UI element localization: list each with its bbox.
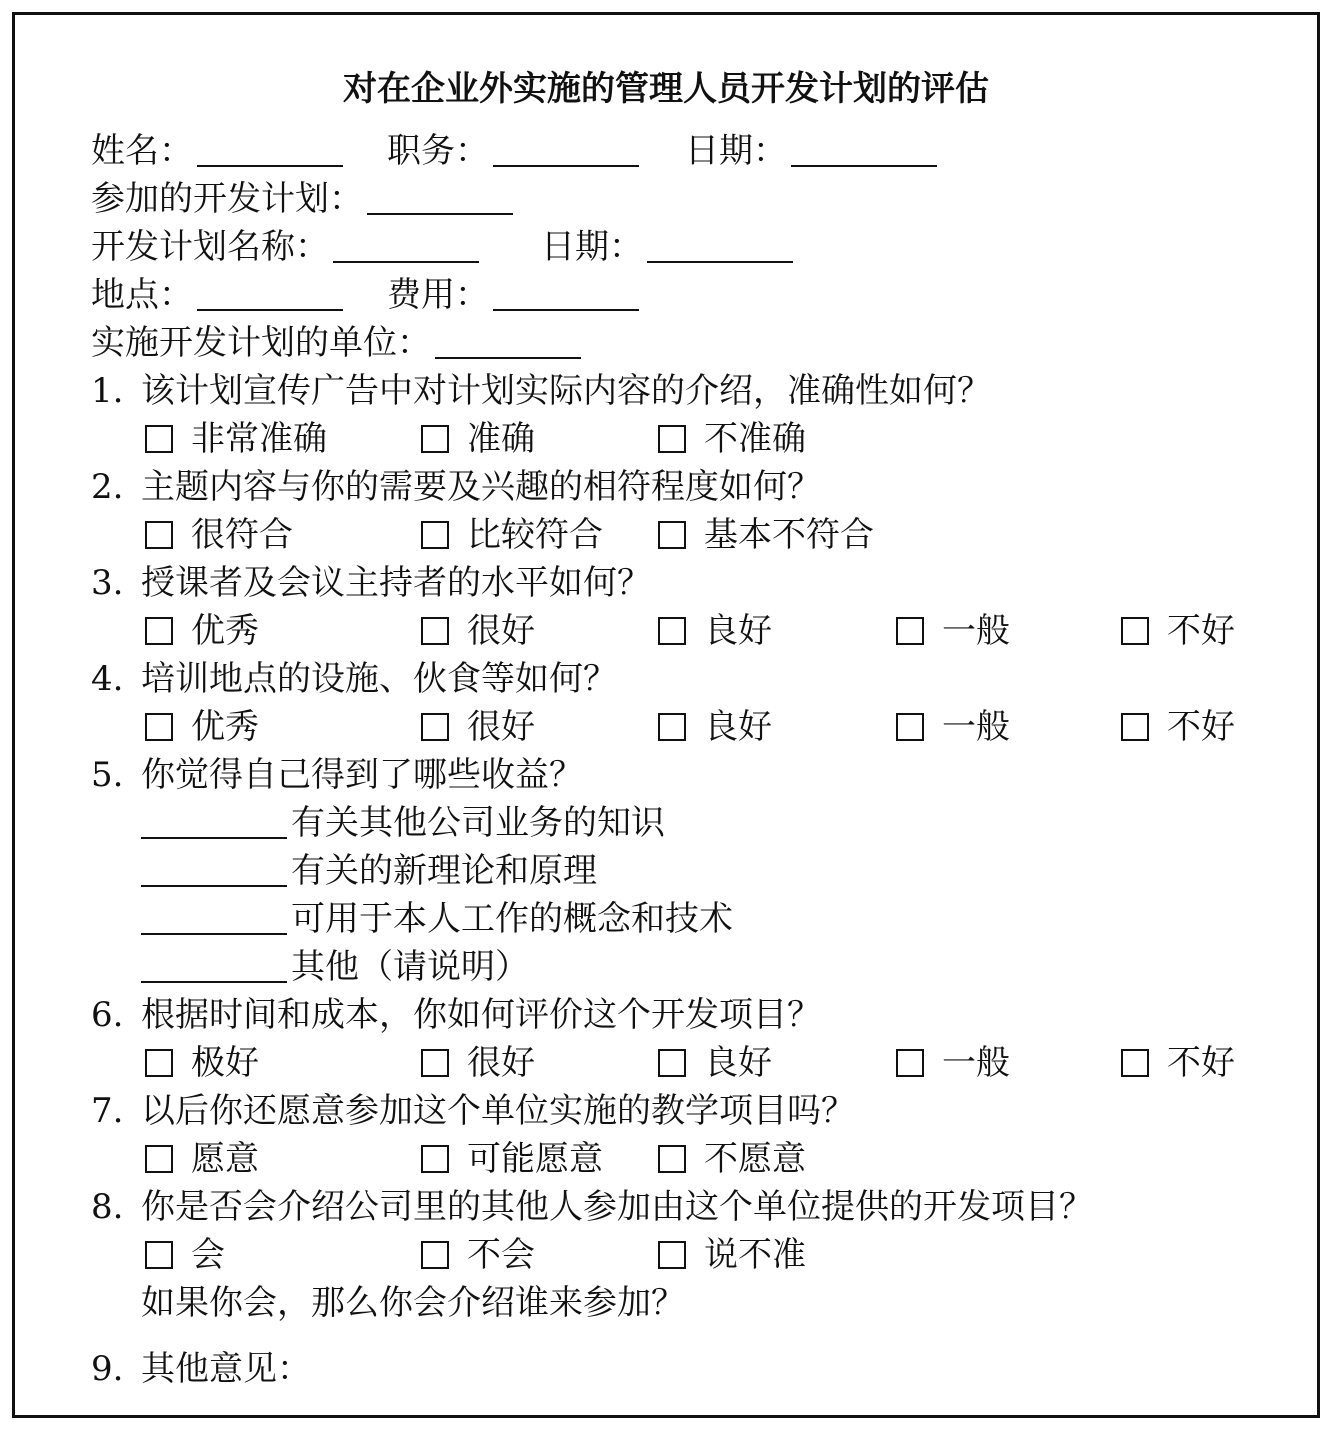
option-label: 不好 — [1167, 707, 1235, 747]
option-label: 非常准确 — [191, 419, 327, 459]
checkbox-icon[interactable] — [658, 1145, 686, 1173]
question-7 — [91, 1091, 1271, 1131]
option-label: 不会 — [467, 1235, 535, 1275]
question-9 — [91, 1349, 1271, 1389]
option-label: 很好 — [467, 611, 535, 651]
checkbox-icon[interactable] — [658, 1241, 686, 1269]
checkbox-icon[interactable] — [145, 617, 173, 645]
question-7-options — [91, 1139, 1271, 1179]
header-row-4 — [91, 275, 1271, 315]
provider-label: 实施开发计划的单位： — [91, 323, 431, 363]
cost-field — [387, 275, 639, 315]
checkbox-icon[interactable] — [1121, 713, 1149, 741]
location-field — [91, 275, 343, 315]
checkbox-icon[interactable] — [421, 1049, 449, 1077]
name-field — [91, 131, 343, 171]
checkbox-icon[interactable] — [145, 1049, 173, 1077]
followup-text: 如果你会，那么你会介绍谁来参加？ — [141, 1283, 685, 1323]
program-date-blank[interactable] — [647, 231, 793, 263]
question-text: 以后你还愿意参加这个单位实施的教学项目吗？ — [141, 1091, 855, 1131]
question-6-options — [91, 1043, 1271, 1083]
option-checkbox[interactable] — [896, 707, 1010, 747]
option-checkbox[interactable] — [421, 1043, 535, 1083]
question-text: 根据时间和成本，你如何评价这个开发项目？ — [141, 995, 821, 1035]
cost-blank[interactable] — [493, 279, 639, 311]
program-date-label: 日期： — [541, 227, 643, 267]
question-text: 你觉得自己得到了哪些收益？ — [141, 755, 583, 795]
checkbox-icon[interactable] — [658, 521, 686, 549]
question-number: 1. — [91, 371, 124, 411]
option-checkbox[interactable] — [658, 1043, 772, 1083]
form-title: 对在企业外实施的管理人员开发计划的评估 — [343, 69, 989, 109]
question-3 — [91, 563, 1271, 603]
question-number: 2. — [91, 467, 124, 507]
position-label: 职务： — [387, 131, 489, 171]
checkbox-icon[interactable] — [896, 617, 924, 645]
option-label: 良好 — [704, 1043, 772, 1083]
option-checkbox[interactable] — [1121, 611, 1235, 651]
option-label: 很好 — [467, 707, 535, 747]
cost-label: 费用： — [387, 275, 489, 315]
date-field — [685, 131, 937, 171]
question-text: 主题内容与你的需要及兴趣的相符程度如何？ — [141, 467, 821, 507]
question-2 — [91, 467, 1271, 507]
benefit-label: 可用于本人工作的概念和技术 — [291, 899, 733, 939]
option-checkbox[interactable] — [658, 611, 772, 651]
option-checkbox[interactable] — [896, 611, 1010, 651]
checkbox-icon[interactable] — [421, 1145, 449, 1173]
option-label: 一般 — [942, 1043, 1010, 1083]
provider-field — [91, 323, 581, 363]
question-number: 5. — [91, 755, 124, 795]
position-blank[interactable] — [493, 135, 639, 167]
program-attended-blank[interactable] — [367, 183, 513, 215]
question-text: 培训地点的设施、伙食等如何？ — [141, 659, 617, 699]
program-attended-field — [91, 179, 513, 219]
option-label: 不准确 — [704, 419, 806, 459]
option-checkbox[interactable] — [421, 611, 535, 651]
header-row-5 — [91, 323, 1271, 363]
option-checkbox[interactable] — [421, 1139, 603, 1179]
option-checkbox[interactable] — [658, 707, 772, 747]
question-8 — [91, 1187, 1271, 1227]
option-label: 优秀 — [191, 611, 259, 651]
header-row-1 — [91, 131, 1271, 171]
position-field — [387, 131, 639, 171]
checkbox-icon[interactable] — [145, 521, 173, 549]
checkbox-icon[interactable] — [421, 713, 449, 741]
question-number: 9. — [91, 1349, 124, 1389]
option-label: 一般 — [942, 611, 1010, 651]
question-text: 授课者及会议主持者的水平如何？ — [141, 563, 651, 603]
checkbox-icon[interactable] — [896, 713, 924, 741]
option-checkbox[interactable] — [145, 707, 259, 747]
program-date-field — [541, 227, 793, 267]
benefit-blank[interactable] — [141, 903, 287, 935]
option-checkbox[interactable] — [145, 1043, 259, 1083]
option-label: 会 — [191, 1235, 225, 1275]
question-number: 6. — [91, 995, 124, 1035]
question-number: 8. — [91, 1187, 124, 1227]
location-label: 地点： — [91, 275, 193, 315]
option-checkbox[interactable] — [421, 1235, 535, 1275]
option-label: 极好 — [191, 1043, 259, 1083]
option-checkbox[interactable] — [1121, 1043, 1235, 1083]
benefit-item-1 — [91, 803, 1271, 843]
program-name-blank[interactable] — [333, 231, 479, 263]
option-checkbox[interactable] — [658, 1139, 806, 1179]
benefit-label: 有关的新理论和原理 — [291, 851, 597, 891]
checkbox-icon[interactable] — [145, 425, 173, 453]
benefit-label: 其他（请说明） — [291, 947, 529, 987]
question-text: 你是否会介绍公司里的其他人参加由这个单位提供的开发项目？ — [141, 1187, 1093, 1227]
option-checkbox[interactable] — [1121, 707, 1235, 747]
date-blank[interactable] — [791, 135, 937, 167]
checkbox-icon[interactable] — [421, 425, 449, 453]
question-8-options — [91, 1235, 1271, 1275]
question-number: 7. — [91, 1091, 124, 1131]
checkbox-icon[interactable] — [145, 1241, 173, 1269]
checkbox-icon[interactable] — [421, 1241, 449, 1269]
option-checkbox[interactable] — [658, 419, 806, 459]
name-label: 姓名： — [91, 131, 193, 171]
option-label: 不好 — [1167, 611, 1235, 651]
option-checkbox[interactable] — [421, 707, 535, 747]
program-attended-label: 参加的开发计划： — [91, 179, 363, 219]
checkbox-icon[interactable] — [658, 1049, 686, 1077]
question-number: 4. — [91, 659, 124, 699]
checkbox-icon[interactable] — [145, 713, 173, 741]
option-label: 良好 — [704, 611, 772, 651]
checkbox-icon[interactable] — [896, 1049, 924, 1077]
date-label: 日期： — [685, 131, 787, 171]
program-name-label: 开发计划名称： — [91, 227, 329, 267]
question-4 — [91, 659, 1271, 699]
option-label: 说不准 — [704, 1235, 806, 1275]
question-3-options — [91, 611, 1271, 651]
option-checkbox[interactable] — [145, 1139, 259, 1179]
provider-blank[interactable] — [435, 327, 581, 359]
checkbox-icon[interactable] — [145, 1145, 173, 1173]
benefit-blank[interactable] — [141, 807, 287, 839]
option-checkbox[interactable] — [145, 1235, 225, 1275]
option-label: 不愿意 — [704, 1139, 806, 1179]
question-5 — [91, 755, 1271, 795]
location-blank[interactable] — [197, 279, 343, 311]
option-checkbox[interactable] — [145, 419, 327, 459]
question-number: 3. — [91, 563, 124, 603]
option-label: 优秀 — [191, 707, 259, 747]
name-blank[interactable] — [197, 135, 343, 167]
benefit-item-4 — [91, 947, 1271, 987]
checkbox-icon[interactable] — [658, 713, 686, 741]
option-label: 一般 — [942, 707, 1010, 747]
checkbox-icon[interactable] — [421, 521, 449, 549]
checkbox-icon[interactable] — [1121, 617, 1149, 645]
question-2-options — [91, 515, 1271, 555]
option-checkbox[interactable] — [658, 515, 874, 555]
checkbox-icon[interactable] — [421, 617, 449, 645]
option-checkbox[interactable] — [896, 1043, 1010, 1083]
question-6 — [91, 995, 1271, 1035]
option-label: 良好 — [704, 707, 772, 747]
option-checkbox[interactable] — [145, 515, 293, 555]
benefit-label: 有关其他公司业务的知识 — [291, 803, 665, 843]
benefit-blank[interactable] — [141, 951, 287, 983]
option-label: 比较符合 — [467, 515, 603, 555]
option-label: 愿意 — [191, 1139, 259, 1179]
option-label: 很符合 — [191, 515, 293, 555]
header-row-2 — [91, 179, 1271, 219]
option-checkbox[interactable] — [421, 515, 603, 555]
benefit-blank[interactable] — [141, 855, 287, 887]
checkbox-icon[interactable] — [658, 617, 686, 645]
question-8-followup — [91, 1283, 1271, 1323]
benefit-item-3 — [91, 899, 1271, 939]
option-checkbox[interactable] — [421, 419, 535, 459]
option-label: 准确 — [467, 419, 535, 459]
program-name-field — [91, 227, 479, 267]
option-label: 可能愿意 — [467, 1139, 603, 1179]
question-1 — [91, 371, 1271, 411]
option-checkbox[interactable] — [658, 1235, 806, 1275]
header-row-3 — [91, 227, 1271, 267]
option-label: 不好 — [1167, 1043, 1235, 1083]
evaluation-form — [12, 12, 1320, 1418]
question-4-options — [91, 707, 1271, 747]
checkbox-icon[interactable] — [658, 425, 686, 453]
option-checkbox[interactable] — [145, 611, 259, 651]
question-1-options — [91, 419, 1271, 459]
question-text: 该计划宣传广告中对计划实际内容的介绍，准确性如何？ — [141, 371, 991, 411]
option-label: 很好 — [467, 1043, 535, 1083]
option-label: 基本不符合 — [704, 515, 874, 555]
question-text: 其他意见： — [141, 1349, 311, 1389]
benefit-item-2 — [91, 851, 1271, 891]
checkbox-icon[interactable] — [1121, 1049, 1149, 1077]
